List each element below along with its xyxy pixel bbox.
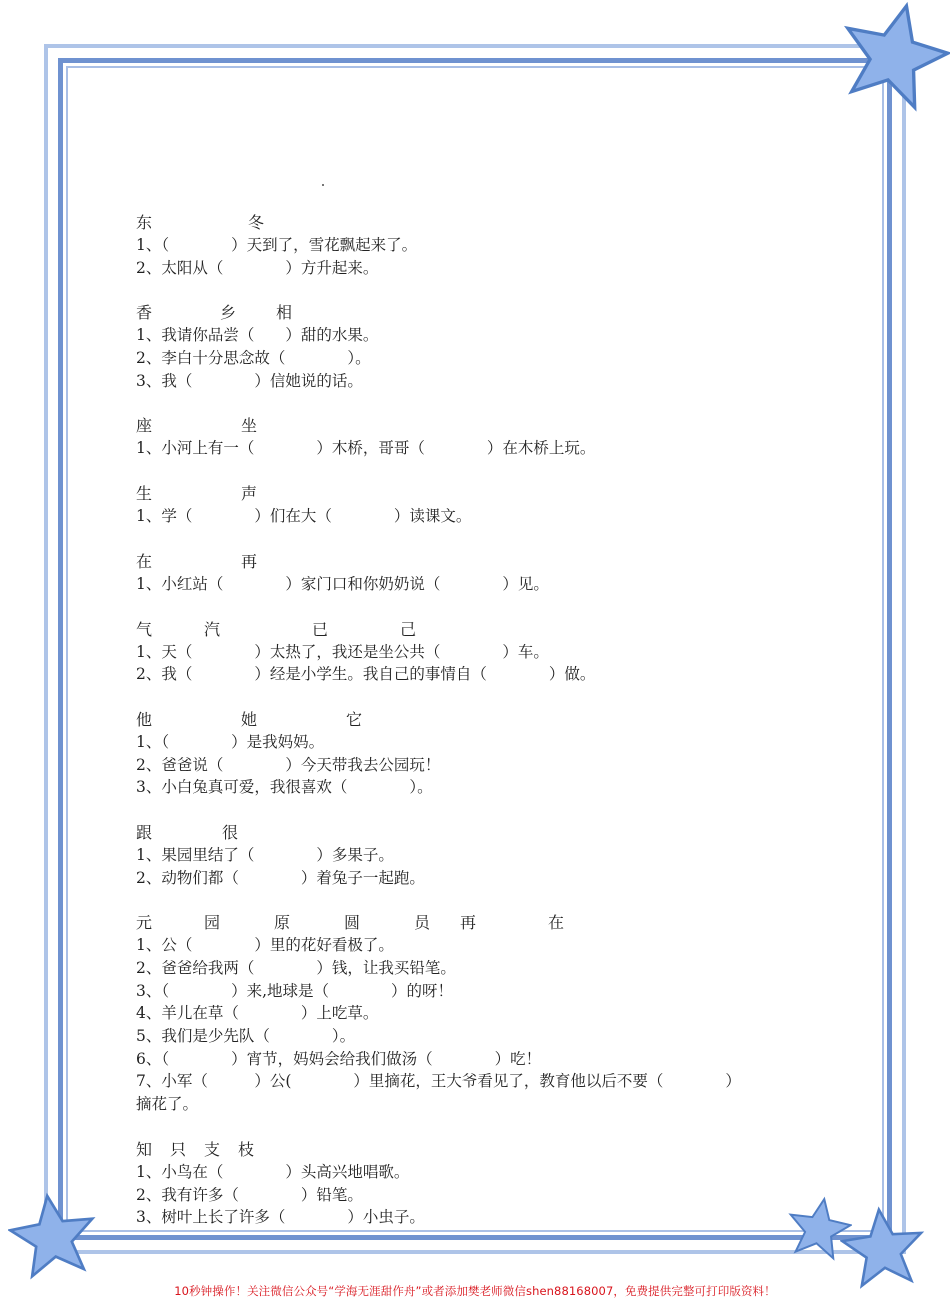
choice-word: 乡 (220, 303, 237, 323)
exercise-line: 3、（ ）来,地球是（ ）的呀！ (136, 981, 454, 1000)
exercise-line: 7、小军（ ）公( ）里摘花，王大爷看见了，教育他以后不要（ ） (136, 1072, 741, 1091)
exercise-line: 1、学（ ）们在大（ ）读课文。 (136, 507, 472, 526)
choice-word: 原 (274, 913, 291, 933)
worksheet (136, 212, 826, 1252)
exercise-line: 2、爸爸说（ ）今天带我去公园玩！ (136, 755, 441, 774)
choice-word: 冬 (248, 213, 265, 232)
choice-word: 相 (276, 303, 293, 323)
choice-word: 座 (136, 416, 153, 436)
choice-word: 支 (204, 1139, 221, 1159)
exercise-line: 2、太阳从（ ）方升起来。 (136, 258, 379, 277)
exercise-line: 2、我（ ）经是小学生。我自己的事情自（ ）做。 (136, 665, 596, 684)
exercise-line: 1、小鸟在（ ）头高兴地唱歌。 (136, 1162, 410, 1181)
word-choices (136, 1139, 826, 1161)
choice-word: 只 (170, 1139, 187, 1159)
word-choices (136, 912, 826, 934)
exercise-group (136, 302, 826, 392)
choice-word: 它 (346, 709, 363, 729)
word-choices (136, 212, 826, 234)
star-icon (840, 1206, 926, 1292)
choice-word: 东 (136, 213, 153, 232)
choice-word: 园 (204, 913, 221, 933)
exercise-group (136, 912, 826, 1116)
choice-word: 员 (414, 913, 431, 933)
exercise-line: 1、天（ ）太热了，我还是坐公共（ ）车。 (136, 642, 549, 661)
exercise-group (136, 212, 826, 279)
exercise-line: 1、小红站（ ）家门口和你奶奶说（ ）见。 (136, 574, 549, 593)
exercise-line: 2、爸爸给我两（ ）钱，让我买铅笔。 (136, 959, 456, 977)
star-icon (8, 1192, 98, 1282)
exercise-line: 1、（ ）是我妈妈。 (136, 732, 325, 751)
exercise-group (136, 415, 826, 460)
exercise-line: 1、公（ ）里的花好看极了。 (136, 936, 394, 955)
choice-word: 再 (460, 913, 477, 933)
exercise-line: 1、我请你品尝（ ）甜的水果。 (136, 326, 379, 345)
exercise-group (136, 551, 826, 596)
word-choices (136, 415, 826, 437)
choice-word: 他 (136, 709, 153, 729)
choice-word: 再 (241, 551, 258, 571)
exercise-line: 4、羊儿在草（ ）上吃草。 (136, 1004, 379, 1023)
choice-word: 她 (241, 709, 258, 729)
choice-word: 生 (136, 484, 153, 504)
choice-word: 在 (548, 913, 565, 933)
word-choices (136, 822, 826, 844)
exercise-group (136, 1139, 826, 1229)
exercise-line: 1、（ ）天到了，雪花飘起来了。 (136, 236, 418, 254)
exercise-line: 2、动物们都（ ）着兔子一起跑。 (136, 868, 425, 887)
choice-word: 己 (400, 619, 417, 639)
choice-word: 坐 (241, 416, 258, 436)
exercise-group (136, 483, 826, 528)
choice-word: 知 (136, 1139, 153, 1159)
choice-word: 气 (136, 619, 153, 639)
exercise-line: 3、树叶上长了许多（ ）小虫子。 (136, 1208, 425, 1227)
exercise-line: 6、（ ）宵节，妈妈会给我们做汤（ ）吃！ (136, 1049, 542, 1068)
word-choices (136, 483, 826, 505)
choice-word: 圆 (344, 913, 361, 933)
choice-word: 汽 (204, 619, 221, 639)
exercise-line: 2、李白十分思念故（ ）。 (136, 349, 371, 368)
exercise-line: 1、小河上有一（ ）木桥，哥哥（ ）在木桥上玩。 (136, 439, 596, 458)
choice-word: 在 (136, 551, 153, 571)
choice-word: 已 (312, 619, 329, 639)
star-icon (838, 0, 950, 112)
word-choices (136, 619, 826, 641)
exercise-line: 3、小白兔真可爱，我很喜欢（ ）。 (136, 778, 433, 797)
choice-word: 跟 (136, 822, 153, 842)
exercise-group (136, 822, 826, 889)
exercise-line: 5、我们是少先队（ ）。 (136, 1027, 356, 1046)
exercise-line: 2、我有许多（ ）铅笔。 (136, 1185, 363, 1204)
choice-word: 枝 (238, 1139, 255, 1159)
word-choices (136, 551, 826, 573)
exercise-line: 1、果园里结了（ ）多果子。 (136, 845, 394, 864)
exercise-line: 摘花了。 (136, 1095, 199, 1114)
exercise-line: 3、我（ ）信她说的话。 (136, 371, 363, 390)
stray-dot (322, 184, 324, 186)
word-choices (136, 709, 826, 731)
footer-notice: 10秒钟操作！关注微信公众号“学海无涯甜作舟”或者添加樊老师微信shen88168007，免费提供完整可打印版资料！ (174, 1284, 776, 1298)
choice-word: 声 (241, 484, 258, 504)
exercise-group (136, 619, 826, 686)
choice-word: 元 (136, 913, 153, 933)
word-choices (136, 302, 826, 324)
choice-word: 很 (222, 822, 239, 842)
choice-word: 香 (136, 303, 153, 323)
exercise-group (136, 709, 826, 799)
